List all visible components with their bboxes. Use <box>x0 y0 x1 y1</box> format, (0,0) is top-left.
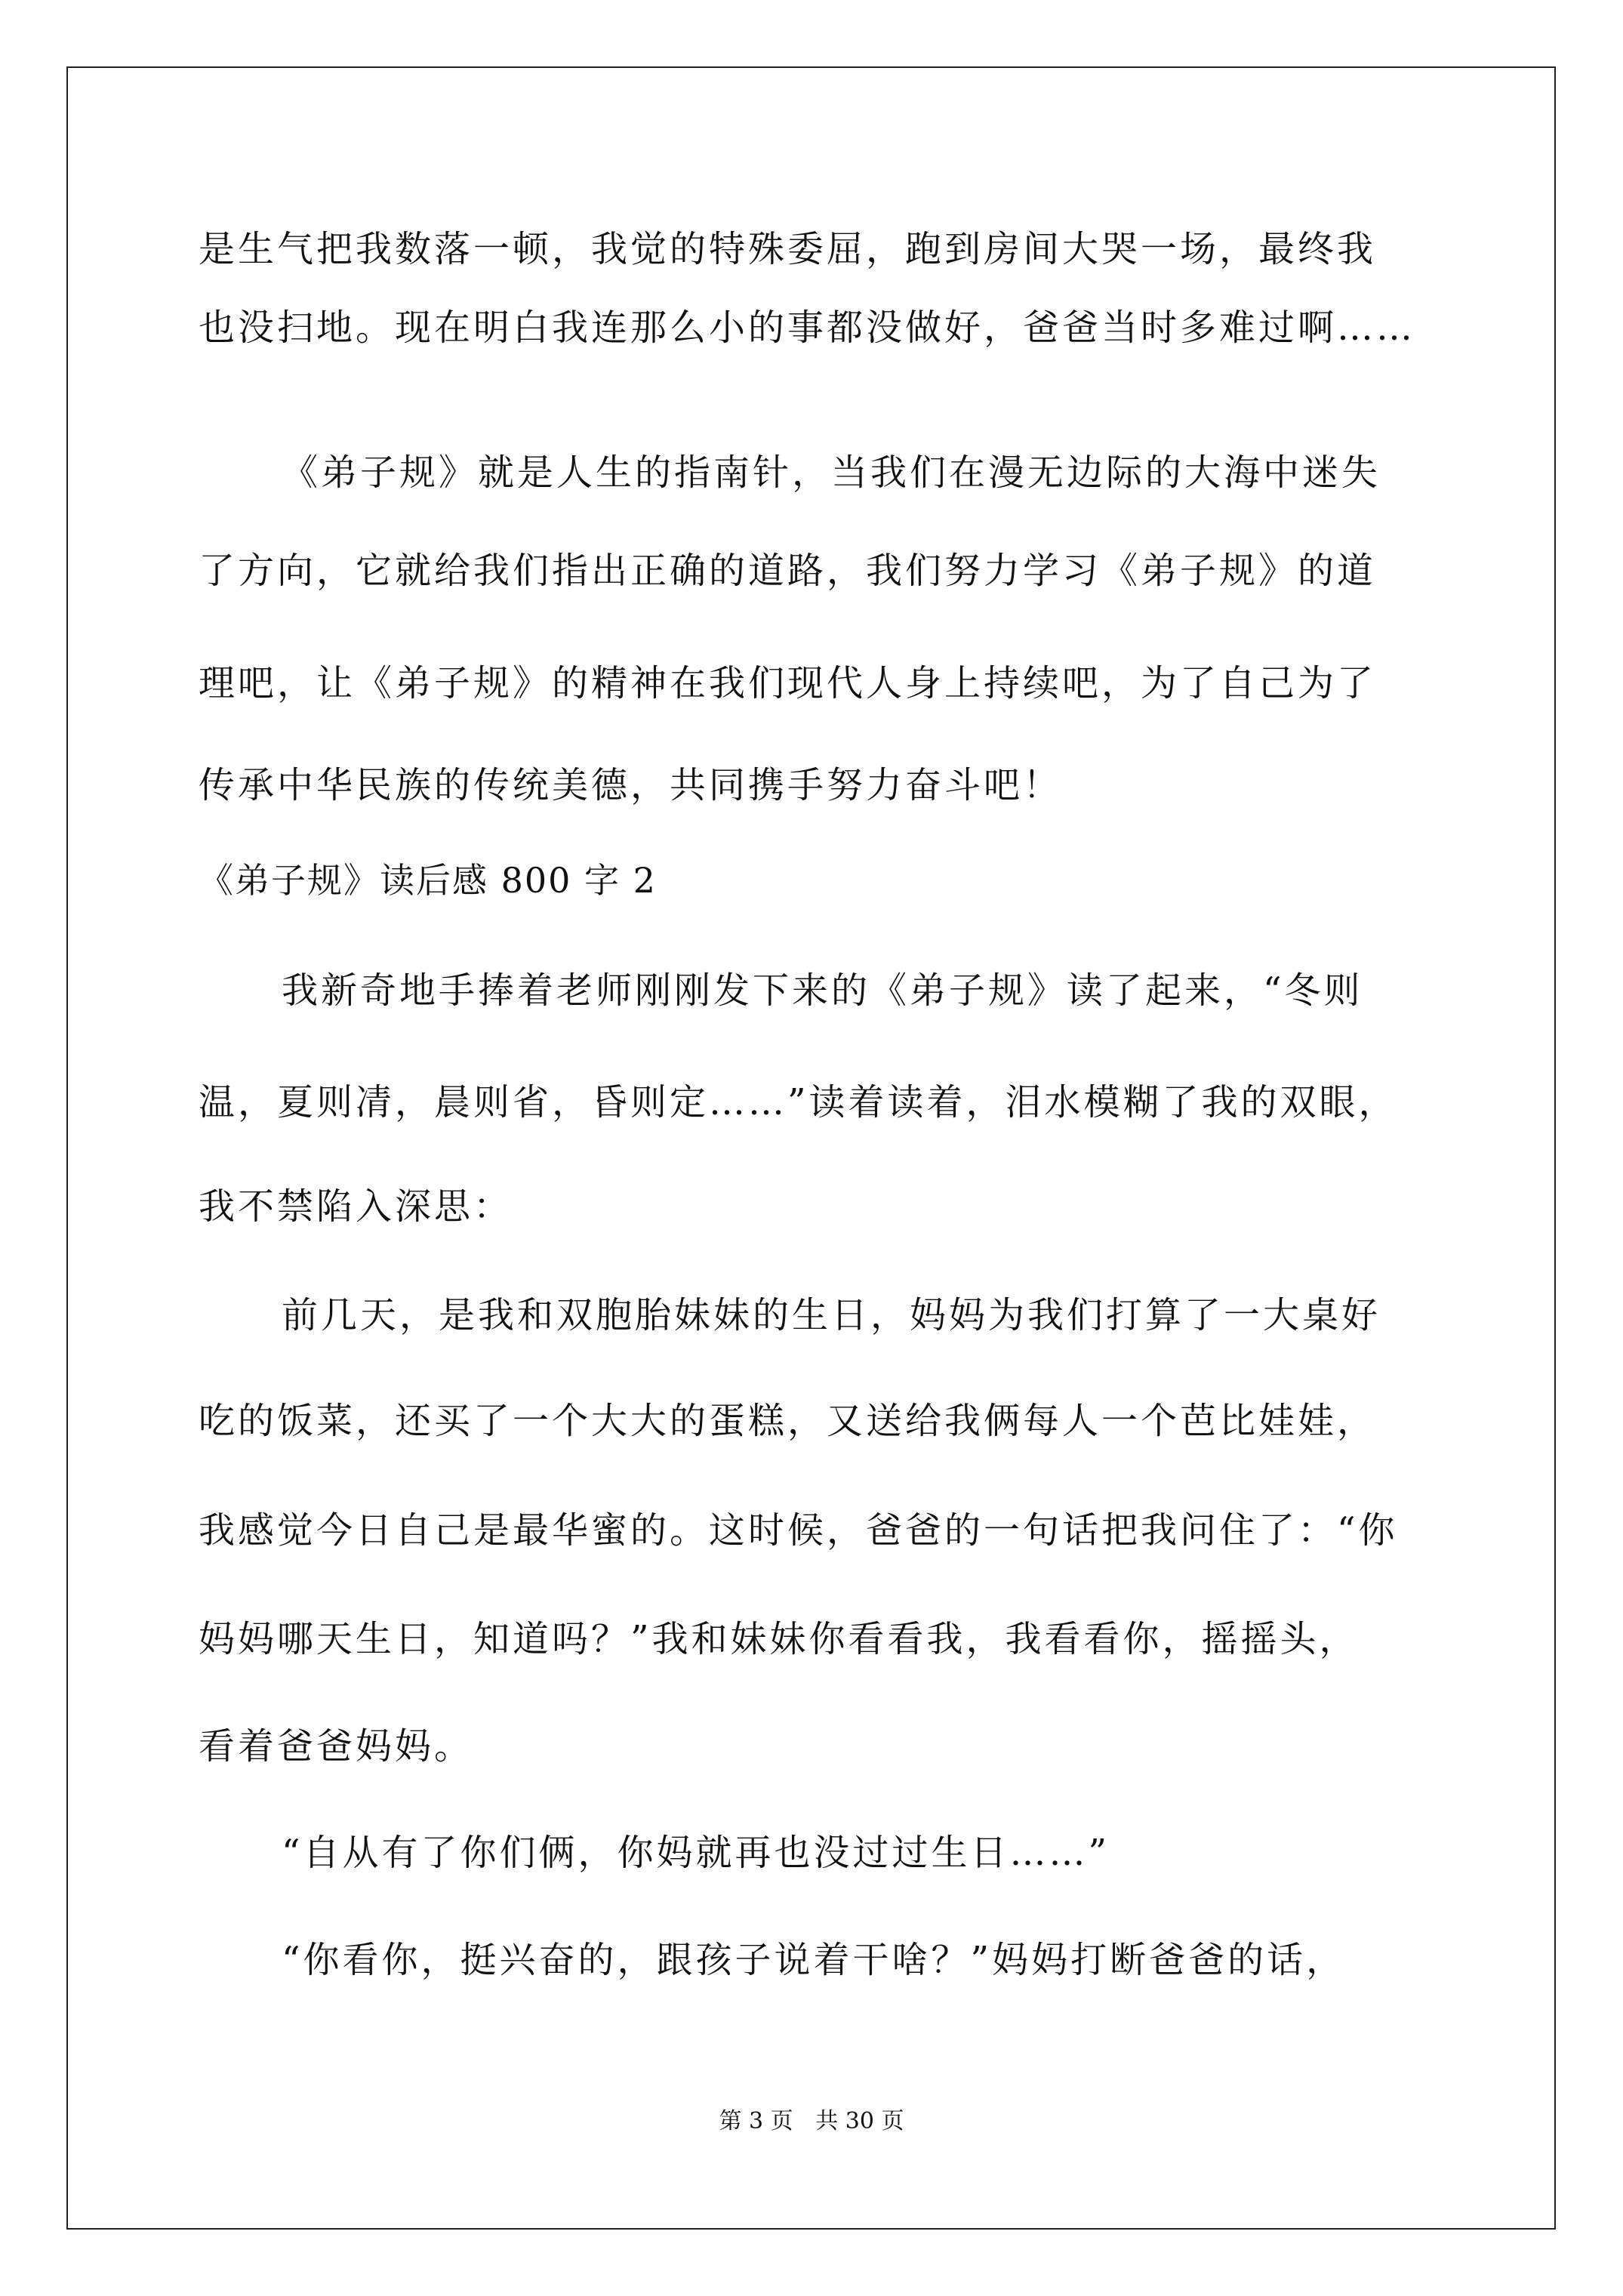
page-number: 第 3 页 <box>719 2108 793 2134</box>
paragraph-line: 看着爸爸妈妈。 <box>199 1725 474 1767</box>
paragraph-line: 我不禁陷入深思： <box>199 1185 513 1228</box>
paragraph-line: 《弟子规》就是人生的指南针，当我们在漫无边际的大海中迷失 <box>282 451 1381 494</box>
paragraph-line: 前几天，是我和双胞胎妹妹的生日，妈妈为我们打算了一大桌好 <box>282 1294 1381 1336</box>
paragraph-line: 传承中华民族的传统美德，共同携手努力奋斗吧！ <box>199 764 1063 806</box>
paragraph-line: “你看你，挺兴奋的，跟孩子说着干啥？”妈妈打断爸爸的话， <box>282 1939 1346 1981</box>
paragraph-line: 我新奇地手捧着老师刚刚发下来的《弟子规》读了起来，“冬则 <box>282 969 1363 1012</box>
paragraph-line: 妈妈哪天生日，知道吗？”我和妹妹你看看我，我看看你，摇摇头， <box>199 1618 1359 1660</box>
page-border <box>66 66 1556 2230</box>
paragraph-line: 温，夏则凊，晨则省，昏则定……”读着读着，泪水模糊了我的双眼， <box>199 1081 1398 1123</box>
paragraph-line: 也没扫地。现在明白我连那么小的事都没做好，爸爸当时多难过啊…… <box>199 307 1416 349</box>
page-total: 共 30 页 <box>815 2108 904 2134</box>
page-footer <box>0 2106 1623 2137</box>
paragraph-line: 我感觉今日自己是最华蜜的。这时候，爸爸的一句话把我问住了：“你 <box>199 1509 1398 1552</box>
paragraph-line: 吃的饭菜，还买了一个大大的蛋糕，又送给我俩每人一个芭比娃娃， <box>199 1400 1377 1442</box>
paragraph-line: “自从有了你们俩，你妈就再也没过过生日……” <box>282 1832 1110 1874</box>
section-heading: 《弟子规》读后感 800 字 2 <box>199 860 657 901</box>
paragraph-line: 理吧，让《弟子规》的精神在我们现代人身上持续吧，为了自己为了 <box>199 662 1377 704</box>
paragraph-line: 了方向，它就给我们指出正确的道路，我们努力学习《弟子规》的道 <box>199 550 1377 592</box>
paragraph-line: 是生气把我数落一顿，我觉的特殊委屈，跑到房间大哭一场，最终我 <box>199 228 1377 270</box>
